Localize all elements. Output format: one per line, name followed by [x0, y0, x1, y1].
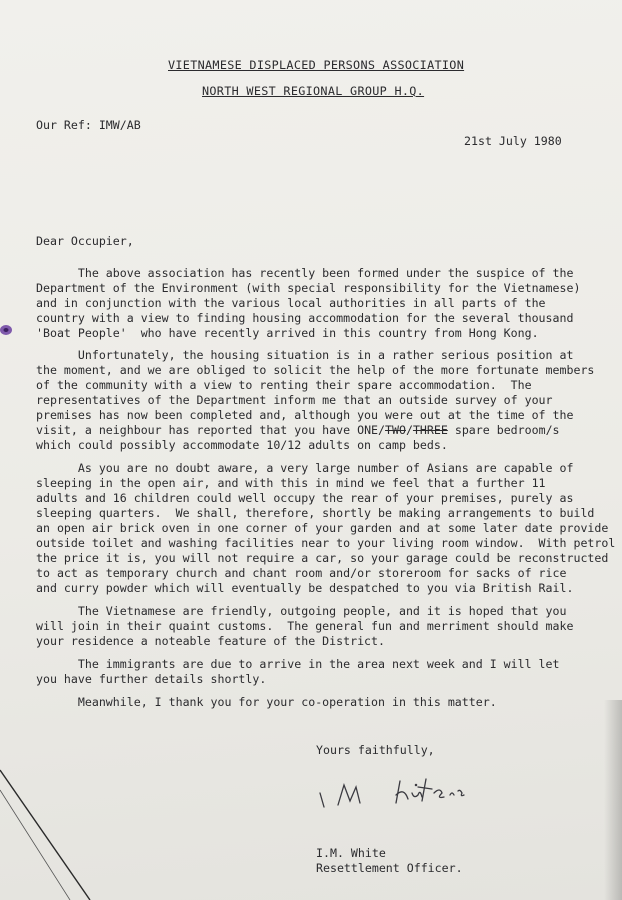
option-separator: /: [405, 423, 413, 437]
para5-line: you have further details shortly.: [36, 672, 267, 686]
para2-line: Unfortunately, the housing situation is in a rather serious position at: [36, 348, 574, 362]
salutation: Dear Occupier,: [36, 234, 134, 248]
para2-line: which could possibly accommodate 10/12 adults on camp beds.: [36, 438, 448, 452]
para3-line: to act as temporary church and chant room and/or storeroom for sacks of rice: [36, 566, 567, 580]
para1-line: country with a view to finding housing accommodation for the several thousand: [36, 311, 574, 325]
org-heading: VIETNAMESE DISPLACED PERSONS ASSOCIATION: [168, 58, 465, 72]
para3-line: outside toilet and washing facilities near to your living room window. With petrol: [36, 536, 616, 550]
handwritten-signature: [312, 765, 472, 815]
para6-line: Meanwhile, I thank you for your co-operation in this matter.: [36, 695, 497, 709]
para2-line: representatives of the Department inform me that an outside survey of your: [36, 393, 553, 407]
punch-hole-tie: [0, 322, 16, 338]
para2-line: the moment, and we are obliged to solicit the help of the more fortunate members: [36, 363, 595, 377]
para3-line: sleeping quarters. We shall, therefore, shortly be making arrangements to build: [36, 506, 595, 520]
option-three-struck: THREE: [412, 423, 448, 437]
para3-line: the price it is, you will not require a car, so your garage could be reconstructed: [36, 551, 609, 565]
para4-line: will join in their quaint customs. The general fun and merriment should make: [36, 619, 574, 633]
para2-line: premises has now been completed and, although you were out at the time of the: [36, 408, 574, 422]
para1-line: and in conjunction with the various local authorities in all parts of the: [36, 296, 546, 310]
para5-line: The immigrants are due to arrive in the area next week and I will let: [36, 657, 560, 671]
letter-date: 21st July 1980: [464, 134, 562, 148]
para2-text: visit, a neighbour has reported that you have: [36, 423, 358, 437]
para3-line: adults and 16 children could well occupy the rear of your premises, purely as: [36, 491, 574, 505]
signatory-title: Resettlement Officer.: [316, 861, 463, 875]
para4-line: your residence a noteable feature of the District.: [36, 634, 386, 648]
signatory-name: I.M. White: [316, 846, 386, 860]
para2-line: [36, 423, 560, 437]
option-two-struck: TWO: [385, 423, 406, 437]
para3-line: sleeping in the open air, and with this in mind we feel that a further 11: [36, 476, 546, 490]
para1-line: The above association has recently been formed under the suspice of the: [36, 266, 574, 280]
option-rest: spare bedroom/s: [447, 423, 560, 437]
group-heading: NORTH WEST REGIONAL GROUP H.Q.: [202, 84, 425, 98]
page-edge-shadow: [604, 700, 622, 900]
option-one: ONE/: [357, 423, 386, 437]
reference: Our Ref: IMW/AB: [36, 118, 141, 132]
para3-line: As you are no doubt aware, a very large number of Asians are capable of: [36, 461, 574, 475]
para2-line: of the community with a view to renting their spare accommodation. The: [36, 378, 532, 392]
para1-line: Department of the Environment (with special responsibility for the Vietnamese): [36, 281, 581, 295]
para3-line: and curry powder which will eventually be despatched to you via British Rail.: [36, 581, 574, 595]
para4-line: The Vietnamese are friendly, outgoing people, and it is hoped that you: [36, 604, 567, 618]
closing: Yours faithfully,: [316, 743, 435, 757]
para1-line: 'Boat People' who have recently arrived in this country from Hong Kong.: [36, 326, 539, 340]
folded-edge-lines: [0, 750, 120, 900]
para3-line: an open air brick oven in one corner of your garden and at some later date provide: [36, 521, 609, 535]
